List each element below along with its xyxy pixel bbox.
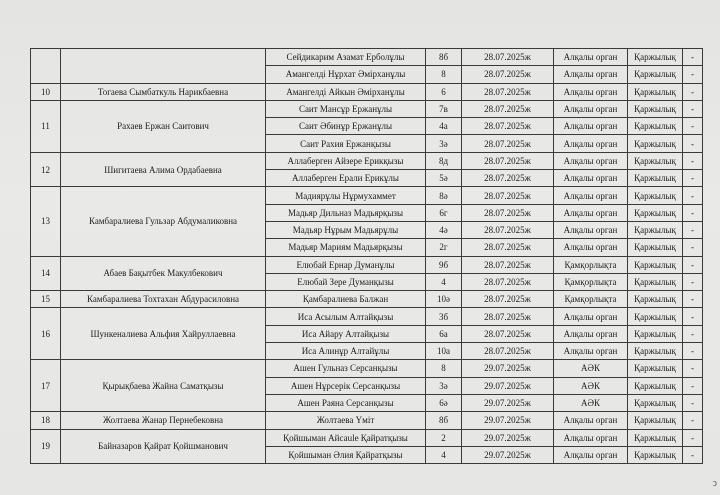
support-body: Алқалы орган — [554, 100, 628, 117]
visit-date: 29.07.2025ж — [462, 394, 554, 411]
support-body: Алқалы орган — [554, 49, 628, 66]
teacher-name: Шункеналиева Альфия Хайруллаевна — [61, 308, 266, 360]
grade-class: 2г — [426, 239, 462, 256]
student-name: Жолтаева Үміт — [266, 412, 426, 429]
note-mark: - — [683, 49, 703, 66]
visit-date: 28.07.2025ж — [462, 221, 554, 238]
page-corner-mark: ↄ — [712, 478, 717, 489]
teacher-name: Байназаров Қайрат Қойшманович — [61, 429, 266, 464]
support-body: Алқалы орган — [554, 239, 628, 256]
student-name: Мадьяр Мариям Мадьярқызы — [266, 239, 426, 256]
note-mark: - — [683, 308, 703, 325]
student-name: Ашен Раяна Серсанқызы — [266, 394, 426, 411]
grade-class: 8б — [426, 49, 462, 66]
note-mark: - — [683, 135, 703, 152]
visit-date: 28.07.2025ж — [462, 49, 554, 66]
row-number: 17 — [31, 360, 61, 412]
grade-class: 10а — [426, 343, 462, 360]
support-body: Алқалы орган — [554, 412, 628, 429]
student-name: Сейдикарим Азамат Ерболұлы — [266, 49, 426, 66]
support-type: Қаржылық — [628, 221, 683, 238]
grade-class: 4ә — [426, 221, 462, 238]
visit-date: 28.07.2025ж — [462, 170, 554, 187]
note-mark: - — [683, 446, 703, 463]
teacher-name: Камбаралиева Тохтахан Абдурасиловна — [61, 291, 266, 308]
grade-class: 8д — [426, 152, 462, 169]
note-mark: - — [683, 325, 703, 342]
grade-class: 8б — [426, 412, 462, 429]
support-type: Қаржылық — [628, 273, 683, 290]
student-support-table — [30, 48, 703, 464]
student-name: Қамбаралиева Балжан — [266, 291, 426, 308]
support-type: Қаржылық — [628, 360, 683, 377]
visit-date: 28.07.2025ж — [462, 135, 554, 152]
support-body: Алқалы орган — [554, 187, 628, 204]
visit-date: 28.07.2025ж — [462, 239, 554, 256]
teacher-name: Тогаева Сымбаткуль Нарикбаевна — [61, 83, 266, 100]
visit-date: 28.07.2025ж — [462, 66, 554, 83]
student-name: Саит Рахия Ержанқызы — [266, 135, 426, 152]
note-mark: - — [683, 291, 703, 308]
note-mark: - — [683, 343, 703, 360]
note-mark: - — [683, 377, 703, 394]
support-type: Қаржылық — [628, 446, 683, 463]
support-body: Алқалы орган — [554, 343, 628, 360]
note-mark: - — [683, 256, 703, 273]
visit-date: 29.07.2025ж — [462, 412, 554, 429]
note-mark: - — [683, 429, 703, 446]
teacher-name: Жолтаева Жанар Пернебековна — [61, 412, 266, 429]
visit-date: 28.07.2025ж — [462, 325, 554, 342]
support-type: Қаржылық — [628, 49, 683, 66]
row-number: 10 — [31, 83, 61, 100]
visit-date: 28.07.2025ж — [462, 273, 554, 290]
table-row — [31, 49, 703, 66]
support-type: Қаржылық — [628, 394, 683, 411]
table-row — [31, 291, 703, 308]
support-body: Қамқорлықта — [554, 256, 628, 273]
student-name: Иса Айару Алтайқызы — [266, 325, 426, 342]
support-type: Қаржылық — [628, 291, 683, 308]
support-type: Қаржылық — [628, 308, 683, 325]
table-row — [31, 100, 703, 117]
support-body: Алқалы орган — [554, 429, 628, 446]
note-mark: - — [683, 273, 703, 290]
grade-class: 6а — [426, 325, 462, 342]
note-mark: - — [683, 394, 703, 411]
support-body: Алқалы орган — [554, 221, 628, 238]
note-mark: - — [683, 118, 703, 135]
grade-class: 6ә — [426, 394, 462, 411]
student-name: Амангелді Айкын Әмірханұлы — [266, 83, 426, 100]
row-number: 19 — [31, 429, 61, 464]
student-name: Елюбай Зере Думанқызы — [266, 273, 426, 290]
note-mark: - — [683, 66, 703, 83]
row-number: 14 — [31, 256, 61, 291]
table-row — [31, 429, 703, 446]
support-type: Қаржылық — [628, 343, 683, 360]
table-row — [31, 308, 703, 325]
note-mark: - — [683, 100, 703, 117]
support-body: АӘК — [554, 360, 628, 377]
support-body: АӘК — [554, 377, 628, 394]
student-name: Қойшыман Айсаule Қайратқызы — [266, 429, 426, 446]
row-number: 16 — [31, 308, 61, 360]
visit-date: 28.07.2025ж — [462, 308, 554, 325]
teacher-name: Абаев Бақытбек Макулбекович — [61, 256, 266, 291]
table-row — [31, 256, 703, 273]
support-type: Қаржылық — [628, 152, 683, 169]
grade-class: 4 — [426, 446, 462, 463]
note-mark: - — [683, 187, 703, 204]
note-mark: - — [683, 412, 703, 429]
note-mark: - — [683, 239, 703, 256]
visit-date: 28.07.2025ж — [462, 187, 554, 204]
grade-class: 7в — [426, 100, 462, 117]
support-type: Қаржылық — [628, 239, 683, 256]
table-row — [31, 187, 703, 204]
grade-class: 2 — [426, 429, 462, 446]
support-type: Қаржылық — [628, 118, 683, 135]
support-body: Қамқорлықта — [554, 273, 628, 290]
note-mark: - — [683, 83, 703, 100]
support-body: Алқалы орган — [554, 325, 628, 342]
support-type: Қаржылық — [628, 66, 683, 83]
support-body: Алқалы орган — [554, 308, 628, 325]
note-mark: - — [683, 170, 703, 187]
row-number: 12 — [31, 152, 61, 187]
grade-class: 8ә — [426, 187, 462, 204]
teacher-name — [61, 49, 266, 84]
support-body: Қамқорлықта — [554, 291, 628, 308]
teacher-name: Рахаев Ержан Саитович — [61, 100, 266, 152]
note-mark: - — [683, 204, 703, 221]
visit-date: 29.07.2025ж — [462, 360, 554, 377]
row-number — [31, 49, 61, 84]
visit-date: 28.07.2025ж — [462, 256, 554, 273]
teacher-name: Қырықбаева Жайна Саматқызы — [61, 360, 266, 412]
teacher-name: Шигитаева Алима Ордабаевна — [61, 152, 266, 187]
grade-class: 8 — [426, 360, 462, 377]
support-type: Қаржылық — [628, 429, 683, 446]
grade-class: 4а — [426, 118, 462, 135]
support-type: Қаржылық — [628, 204, 683, 221]
grade-class: 3ә — [426, 377, 462, 394]
support-body: Алқалы орган — [554, 118, 628, 135]
grade-class: 3б — [426, 308, 462, 325]
visit-date: 28.07.2025ж — [462, 83, 554, 100]
student-name: Мадьяр Дильназ Мадьярқызы — [266, 204, 426, 221]
visit-date: 28.07.2025ж — [462, 343, 554, 360]
support-body: Алқалы орган — [554, 446, 628, 463]
grade-class: 5ә — [426, 170, 462, 187]
support-body: Алқалы орган — [554, 152, 628, 169]
grade-class: 8 — [426, 66, 462, 83]
support-body: Алқалы орган — [554, 135, 628, 152]
table-row — [31, 152, 703, 169]
student-name: Аллаберген Ерали Ерикұлы — [266, 170, 426, 187]
table-body — [31, 49, 703, 464]
visit-date: 28.07.2025ж — [462, 100, 554, 117]
support-type: Қаржылық — [628, 170, 683, 187]
teacher-name: Камбаралиева Гульзар Абдумаликовна — [61, 187, 266, 256]
support-type: Қаржылық — [628, 256, 683, 273]
row-number: 18 — [31, 412, 61, 429]
table-row — [31, 412, 703, 429]
support-body: АӘК — [554, 394, 628, 411]
table-row — [31, 83, 703, 100]
student-name: Иса Алинұр Алтайұлы — [266, 343, 426, 360]
visit-date: 29.07.2025ж — [462, 429, 554, 446]
support-type: Қаржылық — [628, 135, 683, 152]
grade-class: 6г — [426, 204, 462, 221]
visit-date: 28.07.2025ж — [462, 291, 554, 308]
support-body: Алқалы орган — [554, 170, 628, 187]
note-mark: - — [683, 360, 703, 377]
grade-class: 9б — [426, 256, 462, 273]
visit-date: 28.07.2025ж — [462, 152, 554, 169]
support-type: Қаржылық — [628, 412, 683, 429]
student-name: Саит Мансұр Ержанұлы — [266, 100, 426, 117]
row-number: 11 — [31, 100, 61, 152]
note-mark: - — [683, 152, 703, 169]
support-body: Алқалы орган — [554, 204, 628, 221]
student-name: Мадиярұлы Нұрмухаммет — [266, 187, 426, 204]
support-type: Қаржылық — [628, 187, 683, 204]
note-mark: - — [683, 221, 703, 238]
student-name: Ашен Нұрсерік Серсанқызы — [266, 377, 426, 394]
visit-date: 29.07.2025ж — [462, 377, 554, 394]
support-type: Қаржылық — [628, 83, 683, 100]
student-name: Мадьяр Нұрым Мадьярұлы — [266, 221, 426, 238]
student-name: Аллаберген Айзере Ерикқызы — [266, 152, 426, 169]
grade-class: 6 — [426, 83, 462, 100]
student-name: Саит Әбинұр Ержанұлы — [266, 118, 426, 135]
student-name: Амангелді Нұрхат Әмірханұлы — [266, 66, 426, 83]
row-number: 15 — [31, 291, 61, 308]
student-name: Қойшыман Әлия Қайратқызы — [266, 446, 426, 463]
support-body: Алқалы орган — [554, 66, 628, 83]
grade-class: 3ә — [426, 135, 462, 152]
student-name: Иса Асылым Алтайқызы — [266, 308, 426, 325]
table-row — [31, 360, 703, 377]
visit-date: 28.07.2025ж — [462, 118, 554, 135]
row-number: 13 — [31, 187, 61, 256]
support-type: Қаржылық — [628, 100, 683, 117]
support-type: Қаржылық — [628, 325, 683, 342]
visit-date: 28.07.2025ж — [462, 204, 554, 221]
grade-class: 4 — [426, 273, 462, 290]
support-body: Алқалы орган — [554, 83, 628, 100]
student-name: Ашен Гульназ Серсанқызы — [266, 360, 426, 377]
student-name: Елюбай Ернар Думанұлы — [266, 256, 426, 273]
visit-date: 29.07.2025ж — [462, 446, 554, 463]
grade-class: 10ә — [426, 291, 462, 308]
support-type: Қаржылық — [628, 377, 683, 394]
